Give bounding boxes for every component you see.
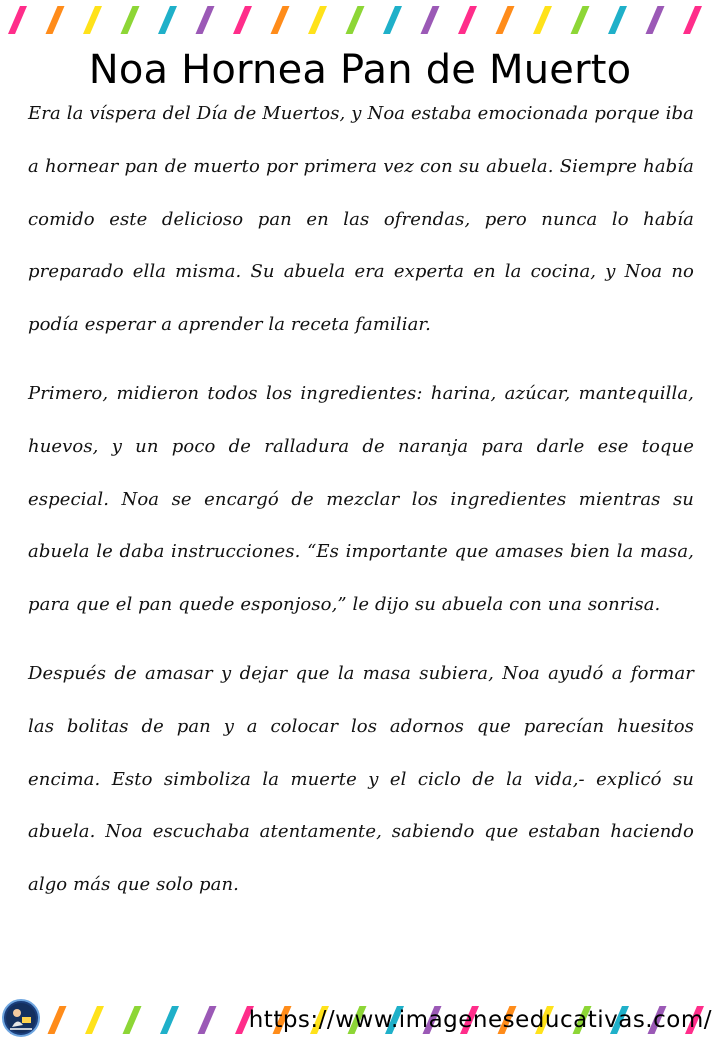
- stripe-mark: [533, 6, 552, 34]
- stripe-mark: [46, 6, 65, 34]
- stripe-mark: [8, 6, 27, 34]
- stripe-mark: [123, 1006, 142, 1034]
- stripe-mark: [496, 6, 515, 34]
- stripe-mark: [646, 6, 665, 34]
- page-title: Noa Hornea Pan de Muerto: [88, 47, 632, 93]
- stripe-mark: [421, 6, 440, 34]
- stripe-mark: [85, 1006, 104, 1034]
- stripe-mark: [196, 6, 215, 34]
- stripe-mark: [158, 6, 177, 34]
- stripe-mark: [121, 6, 140, 34]
- stripe-mark: [346, 6, 365, 34]
- stripe-mark: [198, 1006, 217, 1034]
- stripe-mark: [48, 1006, 67, 1034]
- stripe-mark: [83, 6, 102, 34]
- story-paragraph-3: Después de amasar y dejar que la masa subiera, Noa ayudó a formar las bolitas de pan y a colocar los adornos que parecían huesitos encima. Esto simboliza la muerte y el ciclo de la vida,- explicó su abuela. Noa escuchaba atentamente, sabiendo que estaban haciendo algo más que solo pan.: [28, 662, 694, 896]
- educational-logo-icon: [2, 999, 40, 1037]
- story-paragraph-1: Era la víspera del Día de Muertos, y Noa estaba emocionada porque iba a hornear pan de muerto por primera vez con su abuela. Siempre había comido este delicioso pan en las ofrendas, pero nunca lo había preparado ella misma. Su abuela era experta en la cocina, y Noa no podía esperar a aprender la receta familiar.: [28, 103, 694, 336]
- stripe-mark: [608, 6, 627, 34]
- stripe-mark: [383, 6, 402, 34]
- top-stripe-border: [0, 0, 720, 40]
- story-paragraph-2: Primero, midieron todos los ingredientes: harina, azúcar, mantequilla, huevos, y un poco de ralladura de naranja para darle ese toque especial. Noa se encargó de mezclar los ingredientes mientras su abuela le daba instrucciones. “Es importante que amases bien la masa, para que el pan quede esponjoso,” le dijo su abuela con una sonrisa.: [28, 382, 694, 616]
- website-url: https://www.imageneseducativas.com/: [248, 1007, 712, 1033]
- stripe-mark: [571, 6, 590, 34]
- stripe-mark: [683, 6, 702, 34]
- stripe-mark: [271, 6, 290, 34]
- stripe-mark: [458, 6, 477, 34]
- top-stripes-graphic: [0, 0, 720, 40]
- stripe-mark: [160, 1006, 179, 1034]
- stripe-mark: [233, 6, 252, 34]
- stripe-mark: [308, 6, 327, 34]
- story-text: [28, 88, 694, 912]
